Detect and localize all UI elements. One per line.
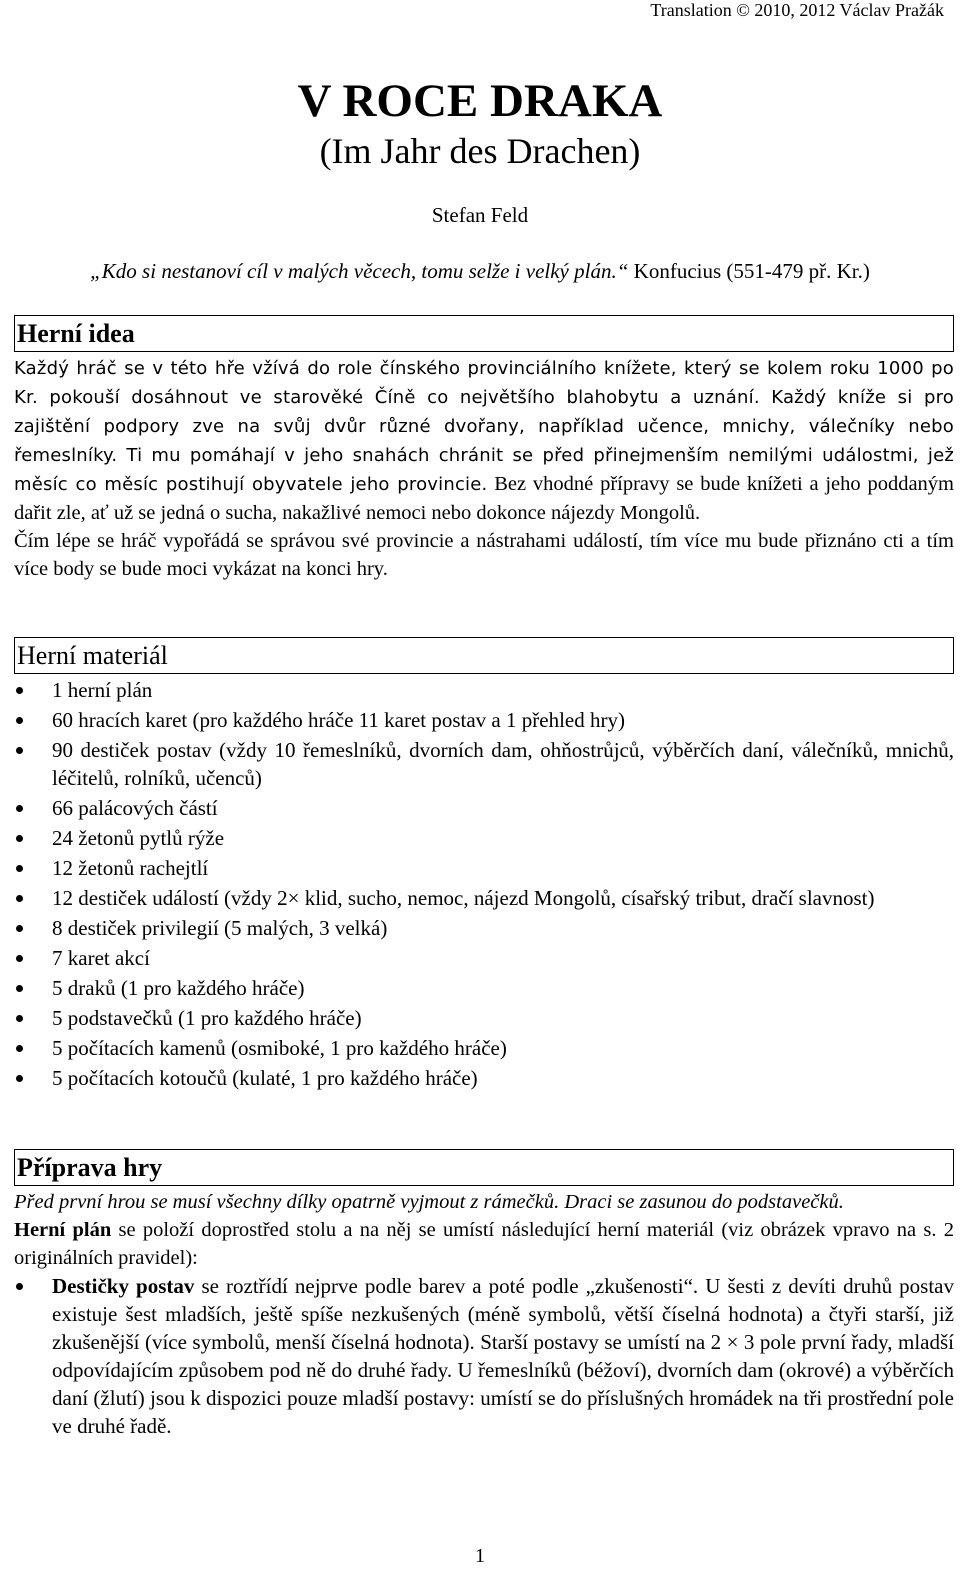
setup-list [14,1272,954,1440]
list-item: 7 karet akcí [14,944,954,972]
list-item: 1 herní plán [14,676,954,704]
setup-board-label: Herní plán [14,1219,112,1241]
section-heading-setup: Příprava hry [14,1149,954,1186]
setup-board [14,1216,954,1272]
document-title: V ROCE DRAKA [297,75,663,127]
idea-text-sans: Každý hráč se v této hře vžívá do role čínského provinciálního knížete, který se kolem roku 1000 po Kr. pokouší dosáhnout ve starověké Číně co největšího blahobytu a uznání. Každý kníže si pro zajištění podpory zve na svůj dvůr různé dvořany, například učence, mnichy, válečníky nebo řemeslníky. Ti mu pomáhají v jeho snahách chránit se před přinejmenším nemilými událostmi, jež měsíc co měsíc postihují obyvatele jeho provincie. [14,358,954,495]
setup-bullet-text: se roztřídí nejprve podle barev a poté podle „zkušenosti“. U šesti z devíti druhů postav existuje šest mladších, ještě spíše nezkušených (méně symbolů, větší číselná hodnota) a čtyři starší, již zkušenější (více symbolů, menší číselná hodnota). Starší postavy se umístí na 2 × 3 pole první řady, mladší odpovídajícím způsobem pod ně do druhé řady. U řemeslníků (béžoví), dvorních dam (okrové) a výběrčích daní (žlutí) jsou k dispozici pouze mladší postavy: umístí se do příslušných hromádek na tři prostřední pole ve druhé řadě. [52,1274,954,1438]
paragraph-idea-1 [14,354,954,527]
list-item: 5 počítacích kamenů (osmiboké, 1 pro každého hráče) [14,1034,954,1062]
list-item: 60 hracích karet (pro každého hráče 11 karet postav a 1 přehled hry) [14,706,954,734]
author: Stefan Feld [431,203,529,227]
epigraph [0,259,960,284]
material-list [14,676,954,1092]
list-item: 90 destiček postav (vždy 10 řemeslníků, dvorních dam, ohňostrůjců, výběrčích daní, válečníků, mnichů, léčitelů, rolníků, učenců) [14,736,954,792]
list-item: 8 destiček privilegií (5 malých, 3 velká) [14,914,954,942]
quote-attribution: Konfucius (551-479 př. Kr.) [628,259,870,283]
list-item: 24 žetonů pytlů rýže [14,824,954,852]
setup-bullet-label: Destičky postav [52,1274,195,1298]
quote-text: „Kdo si nestanoví cíl v malých věcech, tomu selže i velký plán.“ [90,259,629,283]
section-setup [14,1149,954,1442]
list-item [14,1272,954,1440]
list-item: 5 podstavečků (1 pro každého hráče) [14,1004,954,1032]
setup-intro: Před první hrou se musí všechny dílky opatrně vyjmout z rámečků. Draci se zasunou do podstavečků. [14,1191,844,1213]
translation-credit: Translation © 2010, 2012 Václav Pražák [650,0,944,20]
section-heading-game-idea: Herní idea [14,315,954,352]
section-game-idea [14,315,954,583]
list-item: 5 počítacích kotoučů (kulaté, 1 pro každého hráče) [14,1064,954,1092]
idea-text-serif: Bez vhodné přípravy se bude knížeti a jeho poddaným dařit zle, ať už se jedná o sucha, nakažlivé nemoci nebo dokonce nájezdy Mongolů. [14,473,954,524]
list-item: 66 palácových částí [14,794,954,822]
section-game-material [14,637,954,1094]
list-item: 5 draků (1 pro každého hráče) [14,974,954,1002]
list-item: 12 destiček událostí (vždy 2× klid, sucho, nemoc, nájezd Mongolů, císařský tribut, dračí slavnost) [14,884,954,912]
section-heading-game-material: Herní materiál [14,637,954,674]
list-item: 12 žetonů rachejtlí [14,854,954,882]
setup-board-text: se položí doprostřed stolu a na něj se umístí následující herní materiál (viz obrázek vpravo na s. 2 originálních pravidel): [14,1219,954,1269]
page-number: 1 [475,1545,485,1567]
paragraph-idea-2: Čím lépe se hráč vypořádá se správou své provincie a nástrahami událostí, tím více mu bude přiznáno cti a tím více body se bude moci vykázat na konci hry. [14,530,954,580]
document-subtitle: (Im Jahr des Drachen) [319,131,641,171]
